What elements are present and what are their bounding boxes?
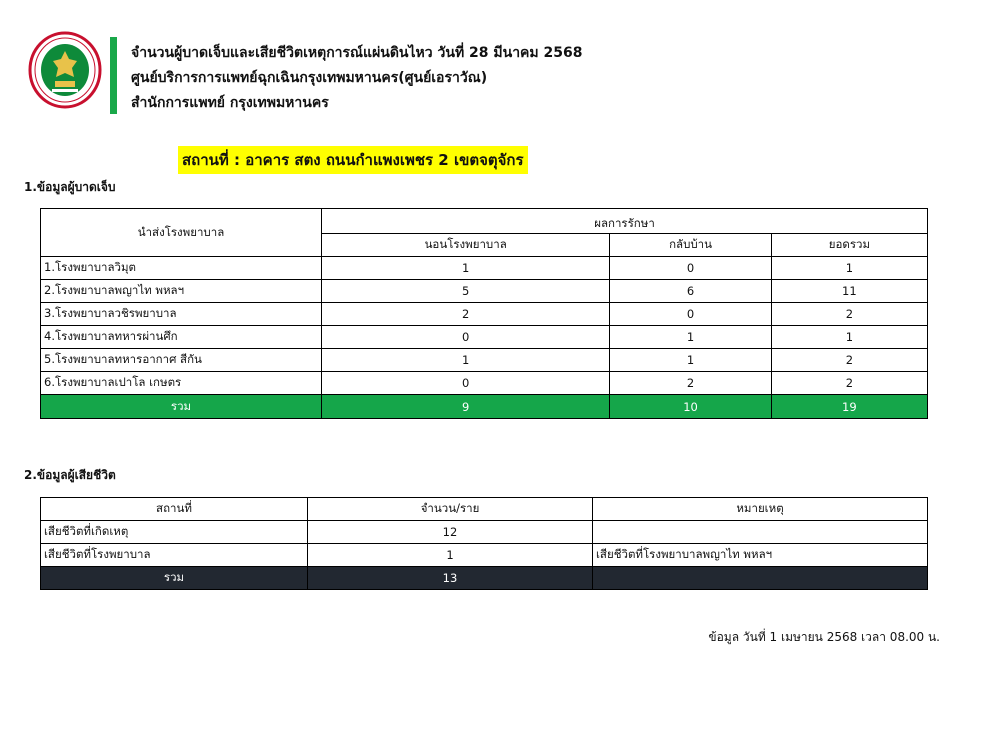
home-count: 2 [610,372,771,395]
total-label: รวม [41,395,322,419]
home-count: 6 [610,280,771,303]
col-hospital: นำส่งโรงพยาบาล [41,209,322,257]
death-count: 12 [308,521,593,544]
table-row [41,326,928,349]
header-title: จำนวนผู้บาดเจ็บและเสียชีวิตเหตุการณ์แผ่นดินไหว วันที่ 28 มีนาคม 2568 [131,45,583,61]
admitted-count: 2 [322,303,610,326]
location-banner: สถานที่ : อาคาร สตง ถนนกำแพงเพชร 2 เขตจตุจักร [178,146,528,174]
total-all: 19 [771,395,927,419]
death-note: เสียชีวิตที่โรงพยาบาลพญาไท พหลฯ [593,544,928,567]
total-count: 11 [771,280,927,303]
total-count: 2 [771,349,927,372]
total-admitted: 9 [322,395,610,419]
hospital-name: 6.โรงพยาบาลเปาโล เกษตร [41,372,322,395]
col-count: จำนวน/ราย [308,498,593,521]
admitted-count: 1 [322,257,610,280]
admitted-count: 0 [322,372,610,395]
hospital-name: 2.โรงพยาบาลพญาไท พหลฯ [41,280,322,303]
death-count: 1 [308,544,593,567]
table-row [41,280,928,303]
injured-total-row [41,395,928,419]
total-count: 1 [771,257,927,280]
total-count: 2 [771,372,927,395]
injured-section-title: 1.ข้อมูลผู้บาดเจ็บ [24,180,116,194]
death-place: เสียชีวิตที่เกิดเหตุ [41,521,308,544]
erawan-center-seal-icon [28,31,102,109]
col-place: สถานที่ [41,498,308,521]
death-place: เสียชีวิตที่โรงพยาบาล [41,544,308,567]
deaths-section-title: 2.ข้อมูลผู้เสียชีวิต [24,468,116,482]
total-home: 10 [610,395,771,419]
hospital-name: 1.โรงพยาบาลวิมุต [41,257,322,280]
injured-table [40,208,928,419]
admitted-count: 1 [322,349,610,372]
table-row [41,521,928,544]
admitted-count: 0 [322,326,610,349]
hospital-name: 4.โรงพยาบาลทหารผ่านศึก [41,326,322,349]
col-admitted: นอนโรงพยาบาล [322,234,610,257]
col-total: ยอดรวม [771,234,927,257]
deaths-table [40,497,928,590]
header-accent-bar [110,37,117,114]
death-note [593,521,928,544]
home-count: 1 [610,349,771,372]
col-note: หมายเหตุ [593,498,928,521]
total-note [593,567,928,590]
total-count: 13 [308,567,593,590]
admitted-count: 5 [322,280,610,303]
header-department: สำนักการแพทย์ กรุงเทพมหานคร [131,95,329,111]
table-row [41,349,928,372]
total-count: 1 [771,326,927,349]
header-center-name: ศูนย์บริการการแพทย์ฉุกเฉินกรุงเทพมหานคร(ศูนย์เอราวัณ) [131,70,488,86]
hospital-name: 3.โรงพยาบาลวชิรพยาบาล [41,303,322,326]
header-text [131,41,583,116]
table-row [41,372,928,395]
col-treatment-result: ผลการรักษา [322,209,928,234]
data-timestamp: ข้อมูล วันที่ 1 เมษายน 2568 เวลา 08.00 น. [708,630,940,644]
home-count: 0 [610,303,771,326]
total-count: 2 [771,303,927,326]
home-count: 1 [610,326,771,349]
home-count: 0 [610,257,771,280]
hospital-name: 5.โรงพยาบาลทหารอากาศ สีกัน [41,349,322,372]
table-row [41,544,928,567]
total-label: รวม [41,567,308,590]
table-row [41,257,928,280]
col-home: กลับบ้าน [610,234,771,257]
table-row [41,303,928,326]
deaths-total-row [41,567,928,590]
